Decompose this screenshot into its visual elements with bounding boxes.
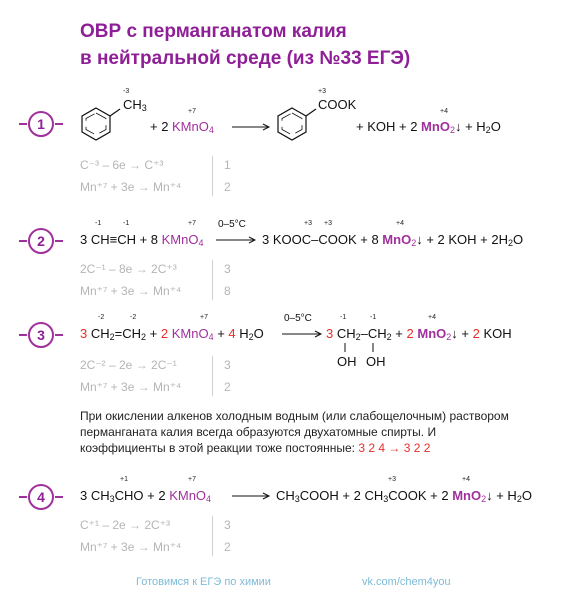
- coef-4a: 3: [224, 518, 231, 532]
- divider-1: [212, 156, 213, 196]
- ox-state-mn-prod-3: +4: [428, 314, 436, 321]
- half-reaction-4b: Mn⁺⁷ + 3e → Mn⁺⁴: [80, 540, 182, 554]
- ox-state-c3-2: +3: [304, 220, 312, 227]
- half-reaction-1a: C⁻³ – 6e → C⁺³: [80, 158, 164, 172]
- ox-state-c-prod-1: +3: [318, 88, 326, 95]
- condition-2: 0–5°C: [218, 219, 246, 230]
- left-4: 3 $CH_3CHO + 2$ KMnO$_4$: [80, 488, 212, 504]
- coef-3b: 2: [224, 380, 231, 394]
- title-line-1: ОВР с перманганатом калия: [80, 21, 347, 42]
- coef-1b: 2: [224, 180, 231, 194]
- ox-state-mn-1: +7: [188, 108, 196, 115]
- half-reaction-1b: Mn⁺⁷ + 3e → Mn⁺⁴: [80, 180, 182, 194]
- ox-state-c4-3: -1: [370, 314, 377, 321]
- half-reaction-3a: 2C⁻² – 2e → 2C⁻¹: [80, 358, 177, 372]
- note-text: При окислении алкенов холодным водным (или слабощелочным) раствором перманганата калия всегда образуются двухатомные спирты. И коэффициенты в этой реакции тоже постоянные: 3 2 4 → 3 2 2: [80, 409, 509, 455]
- ox-state-c1-3: -2: [98, 314, 105, 321]
- coef-4b: 2: [224, 540, 231, 554]
- benzene-ring-2: [276, 106, 316, 146]
- cook-group: COOK: [318, 97, 357, 112]
- ox-state-mn-2: +7: [188, 220, 196, 227]
- half-reaction-2a: 2C⁻¹ – 8e → 2C⁺³: [80, 262, 177, 276]
- divider-3: [212, 356, 213, 396]
- page-title: [80, 18, 410, 72]
- ox-state-c2-2: -1: [123, 220, 130, 227]
- reaction-number-1: 1: [28, 111, 54, 137]
- coef-1a: 1: [224, 158, 231, 172]
- ox-state-ch3: -3: [123, 88, 130, 95]
- products-3: 3 $CH_2-CH_2 + 2$ MnO$_2$↓ + 2 KOH: [326, 326, 512, 342]
- footer-link[interactable]: vk.com/chem4you: [362, 576, 451, 588]
- kmno4-1: KMnO$_4$: [172, 119, 214, 135]
- left-3: 3 $CH_2=CH_2 + 2$ KMnO$_4$ + 4 $H_2O$: [80, 326, 264, 342]
- reaction-number-4: 4: [28, 484, 54, 510]
- reaction-arrow-2: [216, 237, 258, 245]
- coef-3a: 3: [224, 358, 231, 372]
- divider-2: [212, 260, 213, 300]
- benzene-ring-1: [80, 106, 120, 146]
- products-2: 3 KOOC–COOK + 8 MnO$_2$↓ + 2 KOH + $2H_2O$: [262, 232, 524, 248]
- ox-state-c2-3: -2: [130, 314, 137, 321]
- footer-left: Готовимся к ЕГЭ по химии: [136, 576, 271, 588]
- coef-2b: 8: [224, 284, 231, 298]
- ox-state-c1-4: +1: [120, 476, 128, 483]
- condition-3: 0–5°C: [284, 313, 312, 324]
- reaction-number-3: 3: [28, 322, 54, 348]
- reaction-arrow-4: [232, 493, 272, 501]
- note-coefficients: 3 2 4 → 3 2 2: [358, 441, 431, 455]
- title-line-2: в нейтральной среде (из №33 ЕГЭ): [80, 48, 411, 69]
- ox-state-mn-prod-1: +4: [440, 108, 448, 115]
- ox-state-mn-3: +7: [200, 314, 208, 321]
- ox-state-mn-prod-2: +4: [396, 220, 404, 227]
- half-reaction-4a: C⁺¹ – 2e → 2C⁺³: [80, 518, 171, 532]
- ox-state-c4-2: +3: [324, 220, 332, 227]
- reaction-arrow-3: [282, 331, 324, 339]
- products-4: $CH_3COOH + 2$ $CH_3COOK + 2$ MnO$_2$↓ + $H_2O$: [276, 488, 532, 504]
- left-2: 3 CH≡CH + 8 KMnO$_4$: [80, 232, 204, 248]
- half-reaction-2b: Mn⁺⁷ + 3e → Mn⁺⁴: [80, 284, 182, 298]
- oh-group-2: OH: [366, 354, 386, 369]
- coef-2a: 3: [224, 262, 231, 276]
- rest-1a: + KOH + 2 MnO$_2$↓ + $H_2O$: [356, 119, 501, 135]
- divider-4: [212, 516, 213, 556]
- ox-state-c3-3: -1: [340, 314, 347, 321]
- coef-kmno4-1: + 2: [150, 119, 169, 134]
- reaction-number-2: 2: [28, 228, 54, 254]
- reaction-arrow-1: [232, 124, 272, 132]
- ox-state-mn-prod-4: +4: [462, 476, 470, 483]
- oh-bonds-3: [340, 343, 380, 353]
- half-reaction-3b: Mn⁺⁷ + 3e → Mn⁺⁴: [80, 380, 182, 394]
- ox-state-c2-4: +3: [388, 476, 396, 483]
- ch3-group: $CH_3$: [123, 97, 147, 113]
- oh-group-1: OH: [337, 354, 357, 369]
- ox-state-c1-2: -1: [95, 220, 102, 227]
- ox-state-mn-4: +7: [188, 476, 196, 483]
